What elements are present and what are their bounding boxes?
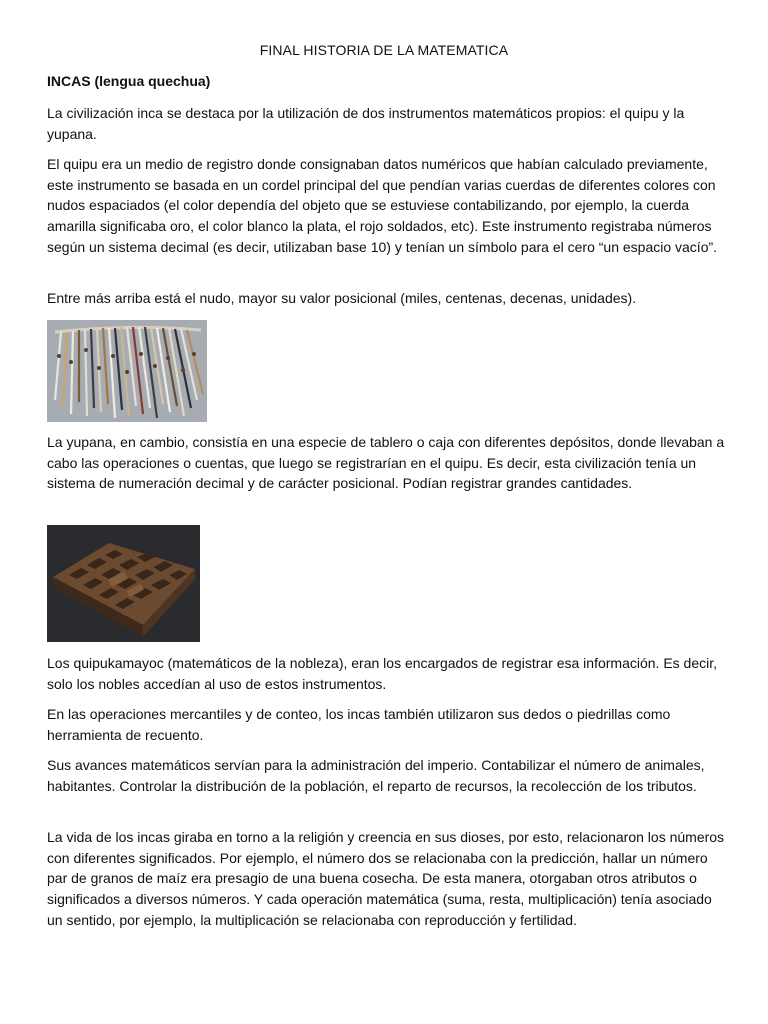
section-heading: INCAS (lengua quechua) — [47, 73, 211, 89]
document-title: FINAL HISTORIA DE LA MATEMATICA — [259, 42, 509, 58]
paragraph-religion: La vida de los incas giraba en torno a la religión y creencia en sus dioses, por esto, relacionaron los números con diferentes significados. Por ejemplo, el número dos se relacionaba con la predicción, hallar un número par de granos de maíz era presagio de una buena cosecha. De esta manera, otorgaban otros atributos o significados a diversos números. Y cada operación matemática (suma, resta, multiplicación) tenía asociado un sentido, por ejemplo, la multiplicación se relacionaba con reproducción y fertilidad. — [47, 829, 725, 928]
paragraph-counting: En las operaciones mercantiles y de conteo, los incas también utilizaron sus dedos o piedrillas como herramienta de recuento. — [47, 706, 671, 743]
paragraph-knot-position: Entre más arriba está el nudo, mayor su valor posicional (miles, centenas, decenas, unidades). — [47, 290, 637, 306]
paragraph-administration: Sus avances matemáticos servían para la administración del imperio. Contabilizar el número de animales, habitantes. Controlar la distribución de la población, el reparto de recursos, la recolección de los tributos. — [47, 757, 705, 794]
yupana-image — [47, 525, 200, 642]
paragraph-yupana: La yupana, en cambio, consistía en una especie de tablero o caja con diferentes depósitos, donde llevaban a cabo las operaciones o cuentas, que luego se registrarían en el quipu. Es decir, esta civilización tenía un sistema de numeración decimal y de carácter posicional. Podían registrar grandes cantidades. — [47, 434, 725, 492]
paragraph-quipu: El quipu era un medio de registro donde consignaban datos numéricos que habían calculado previamente, este instrumento se basada en un cordel principal del que pendían varias cuerdas de diferentes colores con nudos espaciados (el color dependía del objeto que se estuviese contabilizando, por ejemplo, la cuerda amarilla significaba oro, el color blanco la plata, el rojo soldados, etc). Este instrumento registraba números según un sistema decimal (es decir, utilizaban base 10) y tenían un símbolo para el cero “un espacio vacío”. — [47, 156, 718, 255]
quipu-image — [47, 320, 207, 422]
paragraph-quipukamayoc: Los quipukamayoc (matemáticos de la nobleza), eran los encargados de registrar esa información. Es decir, solo los nobles accedían al uso de estos instrumentos. — [47, 655, 718, 692]
paragraph-intro: La civilización inca se destaca por la utilización de dos instrumentos matemáticos propios: el quipu y la yupana. — [47, 105, 685, 142]
